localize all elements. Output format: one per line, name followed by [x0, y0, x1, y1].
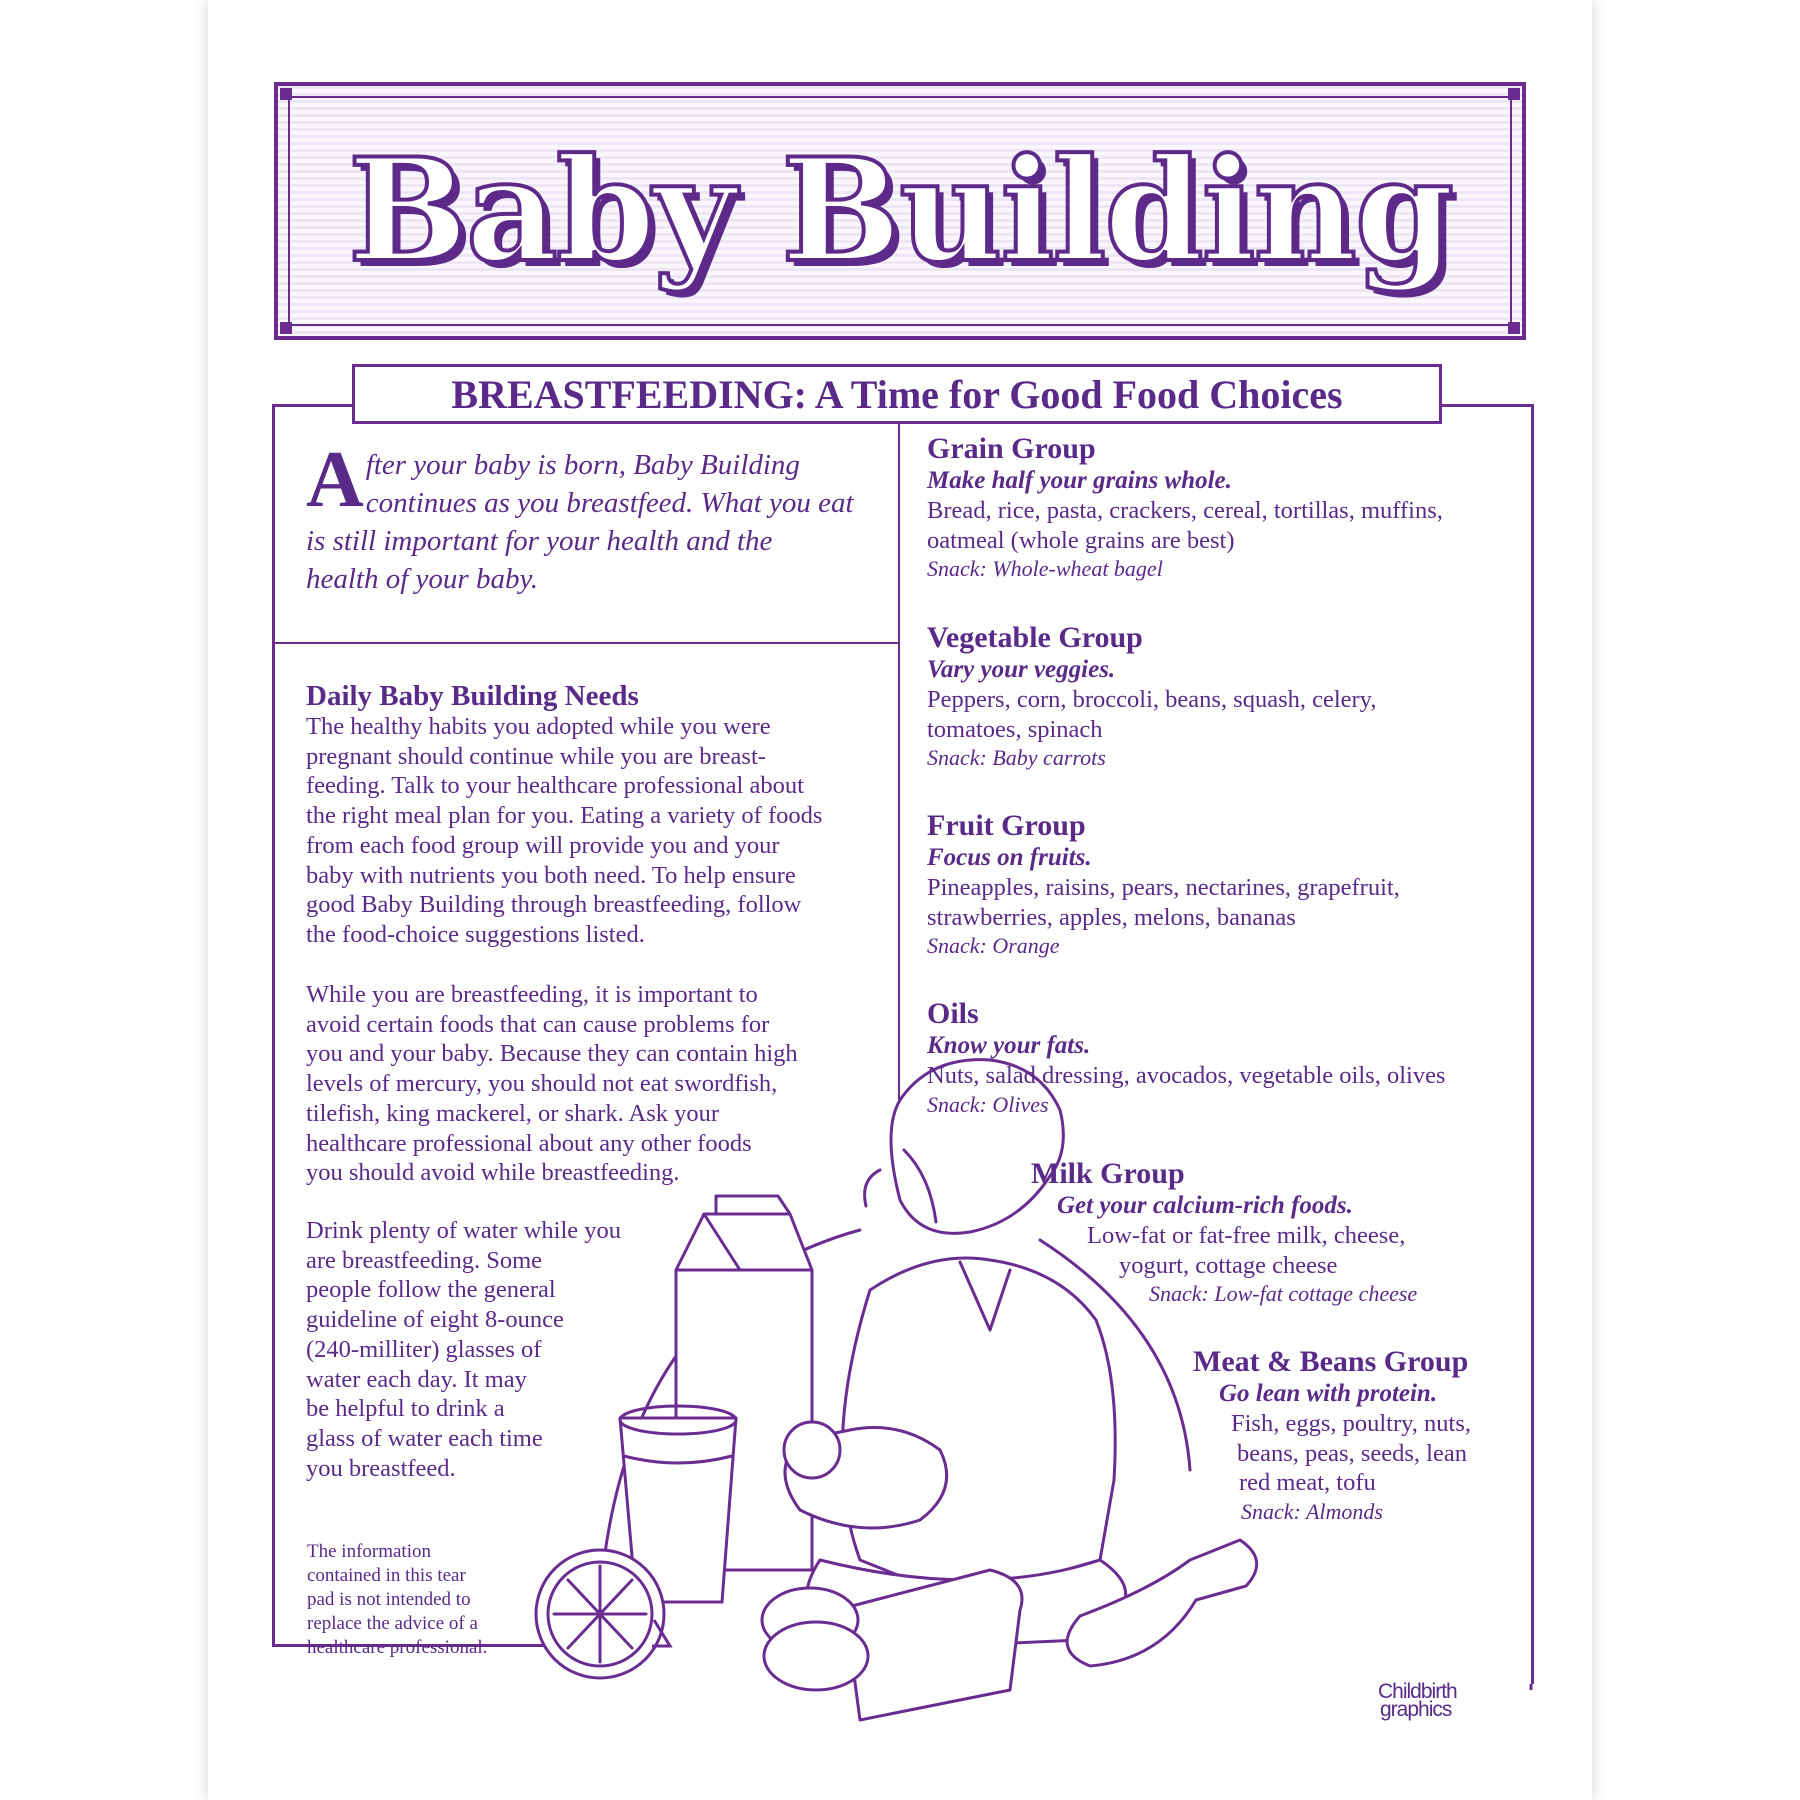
avoid-line: tilefish, king mackerel, or shark. Ask your: [306, 1099, 720, 1127]
needs-line: the food-choice suggestions listed.: [306, 920, 645, 948]
section-subtitle: BREASTFEEDING: A Time for Good Food Choices: [352, 364, 1442, 424]
group-tagline: Go lean with protein.: [1219, 1380, 1438, 1407]
group-name: Vegetable Group: [927, 621, 1143, 654]
fruit-group: [927, 809, 1507, 960]
group-body: Bread, rice, pasta, crackers, cereal, tortillas, muffins,: [927, 497, 1443, 524]
water-line: Drink plenty of water while you: [306, 1217, 622, 1244]
group-body: red meat, tofu: [1239, 1469, 1376, 1496]
needs-line: the right meal plan for you. Eating a variety of foods: [306, 802, 823, 830]
group-tagline: Focus on fruits.: [927, 844, 1092, 871]
group-tagline: Vary your veggies.: [927, 656, 1116, 683]
group-body: strawberries, apples, melons, bananas: [927, 903, 1296, 931]
needs-line: from each food group will provide you and your: [306, 831, 780, 859]
water-line: water each day. It may: [306, 1365, 527, 1393]
logo-line: graphics: [1380, 1698, 1452, 1721]
avoid-line: While you are breastfeeding, it is important to: [306, 981, 758, 1008]
avoid-line: healthcare professional about any other foods: [306, 1129, 752, 1157]
intro-line: health of your baby.: [306, 563, 538, 595]
intro-line: is still important for your health and the: [306, 525, 773, 557]
oils-group: [927, 997, 1517, 1119]
group-body: Peppers, corn, broccoli, beans, squash, celery,: [927, 686, 1377, 713]
disclaimer-line: replace the advice of a: [307, 1613, 478, 1634]
group-name: Milk Group: [1031, 1157, 1185, 1190]
group-snack: Snack: Almonds: [1241, 1498, 1383, 1524]
group-body: yogurt, cottage cheese: [1119, 1251, 1338, 1279]
grain-group: [927, 432, 1507, 583]
water-line: people follow the general: [306, 1276, 556, 1304]
water-line: glass of water each time: [306, 1424, 543, 1452]
disclaimer-line: healthcare professional.: [307, 1637, 488, 1658]
logo-line: Childbirth: [1378, 1680, 1457, 1703]
group-snack: Snack: Whole-wheat bagel: [927, 556, 1163, 581]
group-body: oatmeal (whole grains are best): [927, 526, 1235, 554]
water-line: guideline of eight 8-ounce: [306, 1306, 564, 1334]
group-name: Oils: [927, 997, 979, 1030]
group-tagline: Get your calcium-rich foods.: [1057, 1192, 1353, 1219]
avoid-line: you and your baby. Because they can contain high: [306, 1040, 798, 1068]
intro-line: fter your baby is born, Baby Building: [365, 449, 800, 481]
disclaimer-line: The information: [307, 1541, 431, 1562]
needs-line: feeding. Talk to your healthcare professional about: [306, 772, 804, 800]
group-body: Nuts, salad dressing, avocados, vegetable oils, olives: [927, 1062, 1446, 1089]
group-tagline: Make half your grains whole.: [927, 467, 1232, 494]
water-line: (240-milliter) glasses of: [306, 1335, 542, 1363]
group-snack: Snack: Orange: [927, 933, 1060, 958]
disclaimer-line: pad is not intended to: [307, 1589, 471, 1610]
needs-line: baby with nutrients you both need. To help ensure: [306, 861, 796, 889]
childbirth-graphics-logo: [1378, 1680, 1457, 1721]
water-line: you breastfeed.: [306, 1454, 456, 1482]
needs-line: good Baby Building through breastfeeding, follow: [306, 891, 802, 919]
group-name: Fruit Group: [927, 809, 1086, 842]
water-line: be helpful to drink a: [306, 1395, 505, 1423]
group-body: beans, peas, seeds, lean: [1237, 1439, 1467, 1467]
group-name: Grain Group: [927, 432, 1096, 465]
vegetable-group: [927, 621, 1507, 772]
group-body: Low-fat or fat-free milk, cheese,: [1087, 1222, 1406, 1249]
group-tagline: Know your fats.: [927, 1032, 1091, 1059]
needs-heading: Daily Baby Building Needs: [306, 680, 639, 712]
avoid-line: levels of mercury, you should not eat swordfish,: [306, 1070, 778, 1098]
page-title: Baby Building: [347, 128, 1453, 294]
milk-group: [1031, 1157, 1501, 1308]
group-snack: Snack: Baby carrots: [927, 745, 1106, 770]
needs-line: pregnant should continue while you are breast-: [306, 742, 766, 770]
avoid-line: avoid certain foods that can cause problems for: [306, 1010, 770, 1038]
drop-cap: A: [306, 436, 364, 524]
disclaimer-line: contained in this tear: [307, 1565, 466, 1586]
group-body: tomatoes, spinach: [927, 715, 1103, 743]
meat-beans-group: [1193, 1345, 1513, 1526]
group-body: Fish, eggs, poultry, nuts,: [1231, 1410, 1472, 1437]
group-snack: Snack: Low-fat cottage cheese: [1149, 1281, 1418, 1306]
group-name: Meat & Beans Group: [1193, 1345, 1469, 1378]
group-snack: Snack: Olives: [927, 1091, 1049, 1117]
intro-line: continues as you breastfeed. What you eat: [365, 487, 854, 519]
water-line: are breastfeeding. Some: [306, 1246, 543, 1274]
group-body: Pineapples, raisins, pears, nectarines, grapefruit,: [927, 874, 1400, 901]
avoid-line: you should avoid while breastfeeding.: [306, 1159, 680, 1187]
needs-line: The healthy habits you adopted while you were: [306, 713, 771, 740]
